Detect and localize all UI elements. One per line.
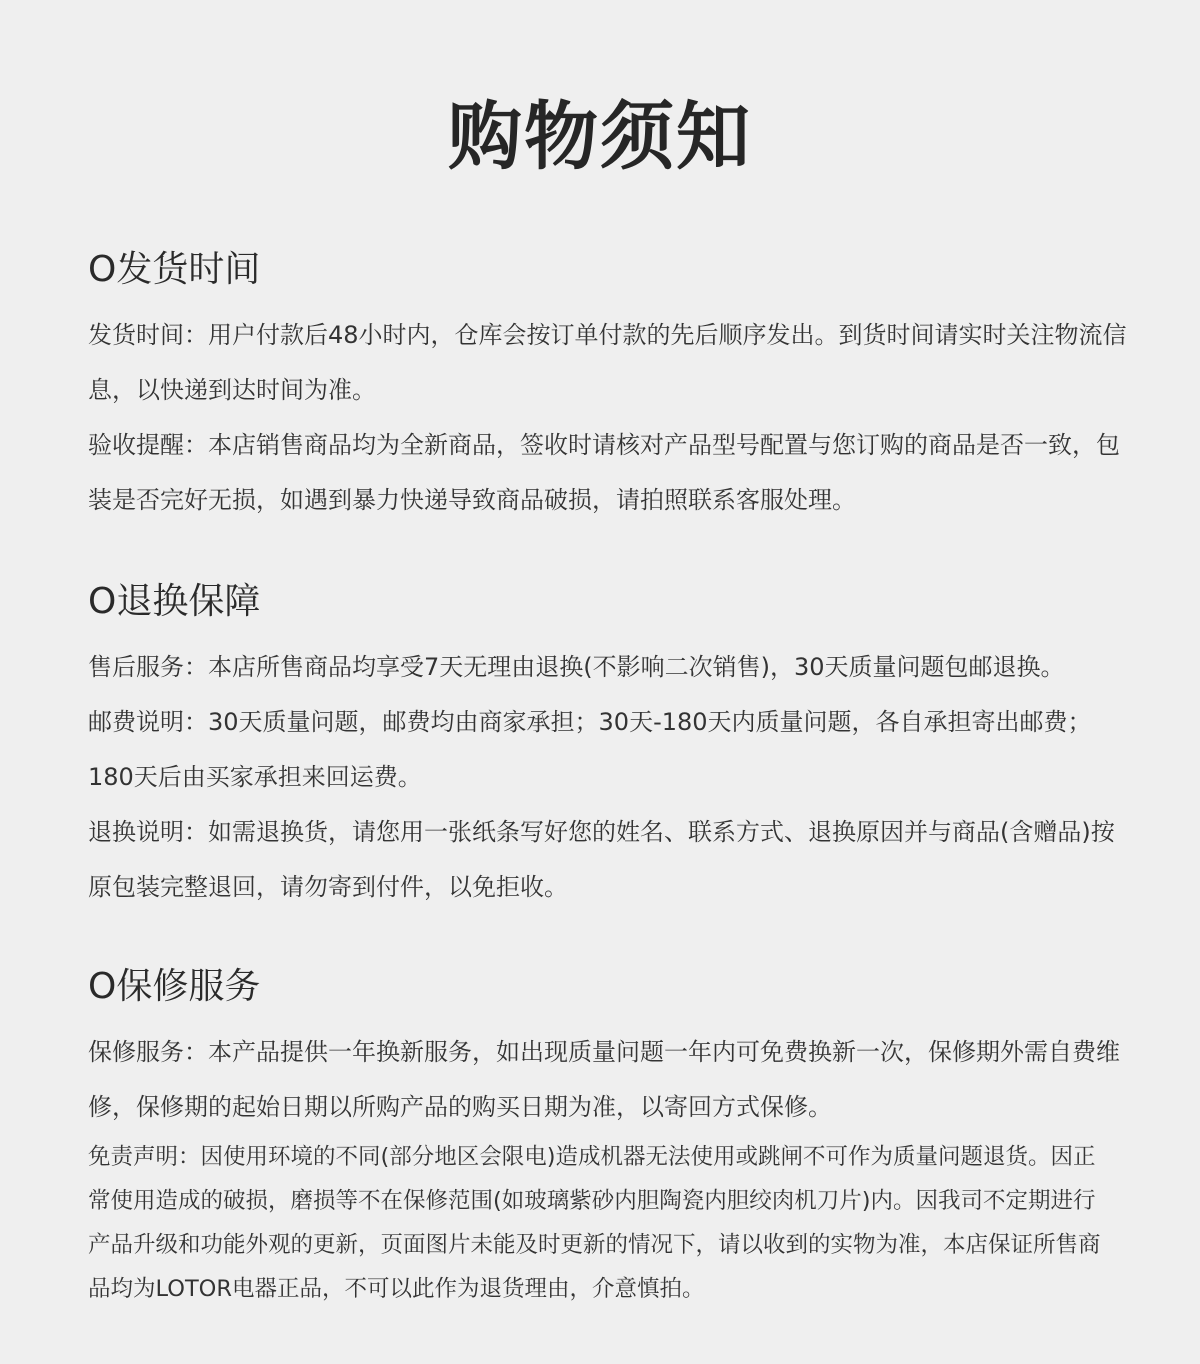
paragraph-return-instructions: 退换说明：如需退换货，请您用一张纸条写好您的姓名、联系方式、退换原因并与商品(含赠品)按原包装完整退回，请勿寄到付件，以免拒收。 <box>88 818 1115 901</box>
paragraph-disclaimer: 免责声明：因使用环境的不同(部分地区会限电)造成机器无法使用或跳闸不可作为质量问题退货。因正常使用造成的破损，磨损等不在保修范围(如玻璃紫砂内胆陶瓷内胆绞肉机刀片)内。因我司不定期进行产品升级和功能外观的更新，页面图片未能及时更新的情况下，请以收到的实物为准，本店保证所售商品均为LOTOR电器正品，不可以此作为退货理由，介意慎拍。 <box>88 1144 1101 1302</box>
paragraph-warranty-service: 保修服务：本产品提供一年换新服务，如出现质量问题一年内可免费换新一次，保修期外需自费维修，保修期的起始日期以所购产品的购买日期为准，以寄回方式保修。 <box>88 1038 1120 1121</box>
paragraph-shipping-time: 发货时间：用户付款后48小时内，仓库会按订单付款的先后顺序发出。到货时间请实时关注物流信息，以快递到达时间为准。 <box>88 321 1127 404</box>
paragraph-inspection-reminder: 验收提醒：本店销售商品均为全新商品，签收时请核对产品型号配置与您订购的商品是否一致，包装是否完好无损，如遇到暴力快递导致商品破损，请拍照联系客服处理。 <box>88 431 1120 514</box>
paragraph-shipping-fee: 邮费说明：30天质量问题，邮费均由商家承担；30天-180天内质量问题，各自承担寄出邮费；180天后由买家承担来回运费。 <box>88 708 1092 791</box>
paragraph-after-sales: 售后服务：本店所售商品均享受7天无理由退换(不影响二次销售)，30天质量问题包邮退换。 <box>88 653 1065 681</box>
page-title: 购物须知 <box>448 94 752 180</box>
section-heading-shipping: O发货时间 <box>88 249 261 290</box>
section-heading-returns: O退换保障 <box>88 581 261 622</box>
section-heading-warranty: O保修服务 <box>88 966 261 1007</box>
